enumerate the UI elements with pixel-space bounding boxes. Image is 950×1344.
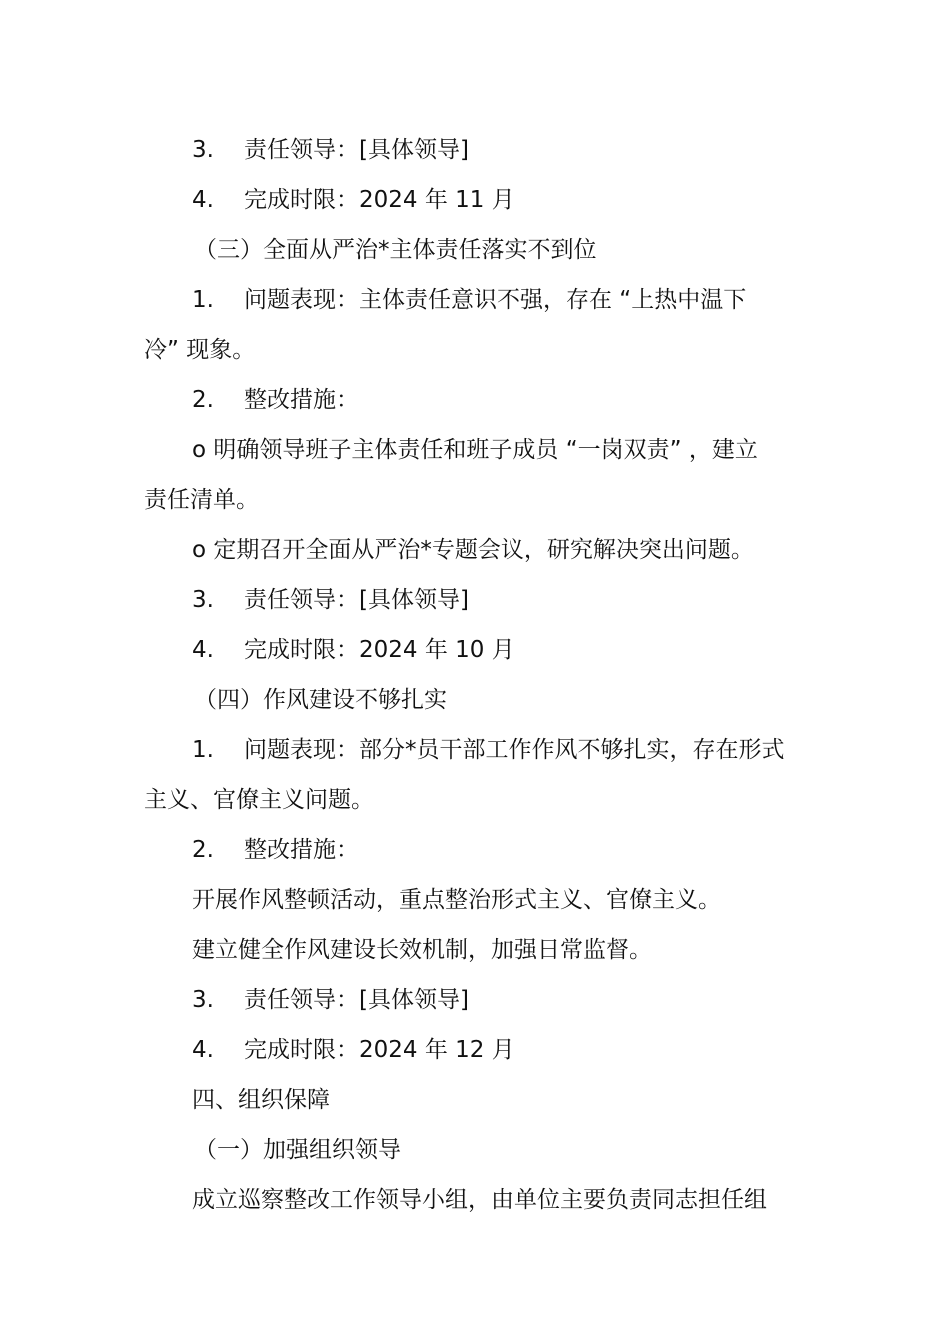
- item-number: 3.: [192, 137, 214, 163]
- document-body: [144, 125, 808, 1225]
- list-item: [144, 375, 808, 425]
- list-item: [144, 725, 808, 775]
- paragraph-continuation: 冷” 现象。: [144, 337, 256, 363]
- chapter-heading: 四、组织保障: [192, 1087, 330, 1113]
- section-heading: （四）作风建设不够扎实: [194, 687, 447, 713]
- item-number: 3.: [192, 987, 214, 1013]
- bullet-item: o 明确领导班子主体责任和班子成员 “一岗双责” ，建立: [192, 437, 758, 463]
- item-text: 完成时限：2024 年 12 月: [244, 1037, 515, 1063]
- item-text: 整改措施：: [244, 387, 359, 413]
- item-number: 2.: [192, 837, 214, 863]
- measure-item: 开展作风整顿活动，重点整治形式主义、官僚主义。: [192, 887, 721, 913]
- section-heading: （三）全面从严治*主体责任落实不到位: [194, 237, 597, 263]
- list-item: [144, 575, 808, 625]
- item-number: 4.: [192, 637, 214, 663]
- item-text: 责任领导：[具体领导]: [244, 587, 469, 613]
- list-item: [144, 275, 808, 325]
- list-item: [144, 175, 808, 225]
- paragraph: 成立巡察整改工作领导小组，由单位主要负责同志担任组: [192, 1187, 767, 1213]
- list-item: [144, 125, 808, 175]
- item-text: 问题表现：主体责任意识不强，存在 “上热中温下: [244, 287, 747, 313]
- item-number: 4.: [192, 187, 214, 213]
- item-number: 3.: [192, 587, 214, 613]
- list-item: [144, 975, 808, 1025]
- item-number: 1.: [192, 737, 214, 763]
- item-text: 责任领导：[具体领导]: [244, 137, 469, 163]
- item-number: 4.: [192, 1037, 214, 1063]
- item-text: 问题表现：部分*员干部工作作风不够扎实，存在形式: [244, 737, 785, 763]
- bullet-item: o 定期召开全面从严治*专题会议，研究解决突出问题。: [192, 537, 754, 563]
- list-item: [144, 825, 808, 875]
- item-number: 1.: [192, 287, 214, 313]
- list-item: [144, 625, 808, 675]
- item-number: 2.: [192, 387, 214, 413]
- item-text: 完成时限：2024 年 11 月: [244, 187, 515, 213]
- paragraph-continuation: 主义、官僚主义问题。: [144, 787, 374, 813]
- item-text: 完成时限：2024 年 10 月: [244, 637, 515, 663]
- measure-item: 建立健全作风建设长效机制，加强日常监督。: [192, 937, 652, 963]
- section-heading: （一）加强组织领导: [194, 1137, 401, 1163]
- list-item: [144, 1025, 808, 1075]
- item-text: 整改措施：: [244, 837, 359, 863]
- paragraph-continuation: 责任清单。: [144, 487, 259, 513]
- item-text: 责任领导：[具体领导]: [244, 987, 469, 1013]
